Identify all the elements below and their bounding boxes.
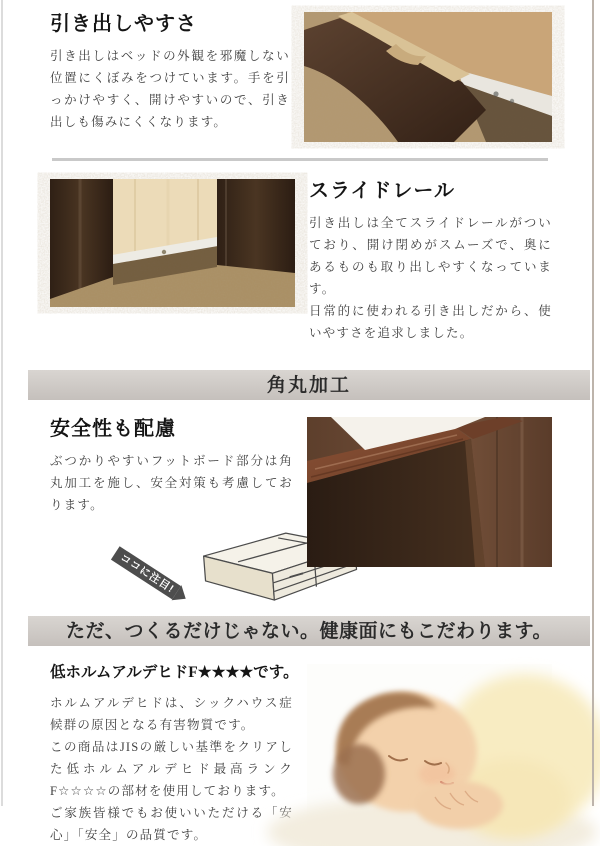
section-drawer-ease bbox=[50, 12, 552, 142]
page-right-border bbox=[592, 0, 594, 806]
drawer-ease-body: 引き出しはベッドの外観を邪魔しない位置にくぼみをつけています。手を引っかけやすく、開けやすいので、引き出しも傷みにくくなります。 bbox=[50, 49, 290, 129]
formaldehyde-body-1: ホルムアルデヒドは、シックハウス症候群の原因となる有害物質です。 bbox=[50, 695, 293, 732]
attention-arrow-label: ココに注目! bbox=[111, 546, 181, 600]
safety-illustration-row bbox=[112, 514, 293, 602]
rounded-corner-photo bbox=[307, 417, 552, 567]
formaldehyde-body-2: この商品はJISの厳しい基準をクリアした低ホルムアルデヒド最高ランクF☆☆☆☆の部材を使用しております。 bbox=[50, 739, 293, 798]
drawer-notch-photo bbox=[304, 12, 552, 142]
banner-health bbox=[28, 616, 590, 646]
safety-text-column bbox=[50, 417, 307, 602]
section-formaldehyde bbox=[50, 664, 552, 846]
slide-rail-heading: スライドレール bbox=[309, 180, 455, 202]
section-safety bbox=[50, 417, 552, 602]
section-slide-rail bbox=[50, 179, 552, 344]
banner-rounded-corner bbox=[28, 370, 590, 400]
safety-body: ぶつかりやすいフットボード部分は角丸加工を施し、安全対策も考慮しております。 bbox=[50, 454, 293, 512]
section-divider bbox=[52, 158, 548, 161]
formaldehyde-heading: 低ホルムアルデヒドF★★★★です。 bbox=[50, 664, 299, 681]
drawer-ease-text-column bbox=[50, 12, 304, 133]
sleeping-baby-photo bbox=[307, 664, 552, 831]
formaldehyde-text-column bbox=[50, 664, 307, 846]
drawer-ease-heading: 引き出しやすさ bbox=[50, 13, 197, 35]
banner-rounded-corner-label: 角丸加工 bbox=[266, 374, 351, 396]
page-left-border bbox=[1, 0, 3, 806]
formaldehyde-body-3: ご家族皆様でもお使いいただける「安心」「安全」の品質です。 bbox=[50, 805, 293, 842]
safety-heading: 安全性も配慮 bbox=[50, 418, 176, 440]
slide-rail-body-1: 引き出しは全てスライドレールがついており、開け閉めがスムーズで、奥にあるものも取り出しやすくなっています。 bbox=[309, 216, 552, 296]
attention-arrow bbox=[110, 545, 190, 606]
slide-rail-body-2: 日常的に使われる引き出しだから、使いやすさを追求しました。 bbox=[309, 304, 552, 340]
banner-health-label: ただ、つくるだけじゃない。健康面にもこだわります。 bbox=[66, 620, 552, 642]
slide-rail-photo bbox=[50, 179, 295, 307]
slide-rail-text-column bbox=[295, 179, 552, 344]
